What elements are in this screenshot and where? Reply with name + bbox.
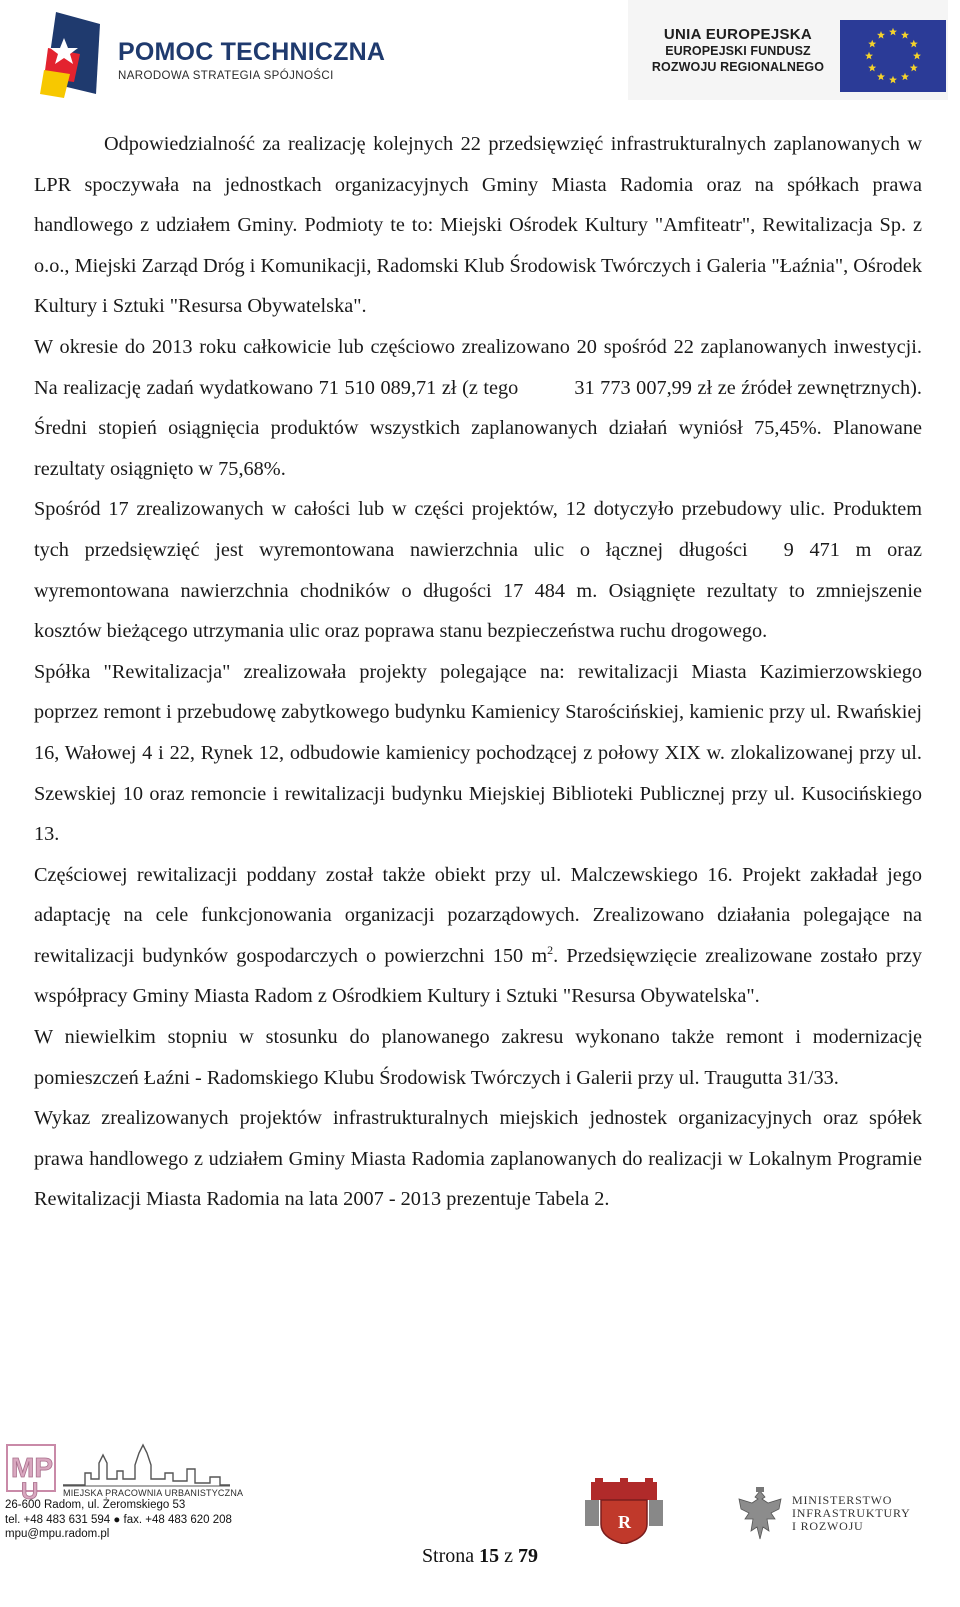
eu-fund-line: ROZWOJU REGIONALNEGO <box>651 60 825 74</box>
paragraph-text: Spośród 17 zrealizowanych w całości lub w części projektów, 12 dotyczyło przebudowy ulic. Produktem tych przedsięwzięć jest wyremontowana nawierzchnia ulic o łącznej długości <box>34 498 922 561</box>
svg-text:R: R <box>618 1512 631 1532</box>
paragraph-text: W okresie do 2013 roku całkowicie lub częściowo zrealizowano 20 spośród 22 zaplanowanych inwestycji. Na realizację zadań wydatkowano 71 510 089,71 zł (z tego <box>34 335 922 399</box>
page-number-prefix: Strona <box>421 1545 475 1567</box>
page-number-total: 79 <box>518 1545 539 1567</box>
mpu-email: mpu@mpu.radom.pl <box>5 1528 110 1540</box>
pomoc-techniczna-subtitle: NARODOWA STRATEGIA SPÓJNOŚCI <box>118 70 334 82</box>
eu-logo-text <box>648 27 828 75</box>
page-number <box>0 1545 960 1568</box>
ministry-eagle-icon <box>735 1487 785 1543</box>
paragraph-text: 31 773 007,99 zł ze źródeł zewnętrznych). Średni stopień osiągnięcia produktów wszystkich zaplanowanych działań wyniósł 75,45%. Planowane rezultaty osiągnięto w 75,68%. <box>34 376 922 480</box>
radom-crest-icon <box>585 1478 663 1544</box>
paragraph: W niewielkim stopniu w stosunku do planowanego zakresu wykonano także remont i modernizację pomieszczeń Łaźni - Radomskiego Klubu Środowisk Twórczych i Galerii przy ul. Traugutta 31/33. <box>34 1026 922 1089</box>
eu-title: UNIA EUROPEJSKA <box>663 26 813 43</box>
paragraph <box>34 327 922 489</box>
paragraph: Wykaz zrealizowanych projektów infrastrukturalnych miejskich jednostek organizacyjnych oraz spółek prawa handlowego z udziałem Gminy Miasta Radomia zaplanowanych do realizacji w Lokalnym Programie Rewitalizacji Miasta Radomia na lata 2007 - 2013 prezentuje Tabela 2. <box>34 1107 922 1211</box>
svg-text:MP: MP <box>11 1452 53 1483</box>
eu-logo <box>628 0 948 100</box>
document-body <box>34 124 922 1220</box>
paragraph-text: Częściowej rewitalizacji poddany został także obiekt przy ul. Malczewskiego 16. Projekt zakładał jego adaptację na cele funkcjonowania organizacji pozarządowych. Zrealizowano działania polegające na rewitalizacji budynków gospodarczych o powierzchni 150 m <box>34 863 922 967</box>
superscript: 2 <box>547 943 554 958</box>
mpu-fax: fax. +48 483 620 208 <box>123 1513 232 1526</box>
ministry-line: INFRASTRUKTURY <box>792 1506 911 1520</box>
pomoc-techniczna-title: POMOC TECHNICZNA <box>118 38 386 66</box>
mpu-phone: tel. +48 483 631 594 <box>5 1513 111 1526</box>
paragraph: Odpowiedzialność za realizację kolejnych 22 przedsięwzięć infrastrukturalnych zaplanowanych w LPR spoczywała na jednostkach organizacyjnych Gminy Miasta Radomia oraz na spółkach prawa handlowego z udziałem Gminy. Podmioty te to: Miejski Ośrodek Kultury "Amfiteatr", Rewitalizacja Sp. z o.o., Miejski Zarząd Dróg i Komunikacji, Radomski Klub Środowisk Twórczych i Galeria "Łaźnia", Ośrodek Kultury i Sztuki "Resursa Obywatelska". <box>34 133 922 318</box>
mpu-address-block <box>5 1498 232 1542</box>
page-number-sep: z <box>504 1545 514 1567</box>
mpu-contact: tel. +48 483 631 594 ● fax. +48 483 620 208 <box>5 1513 232 1526</box>
paragraph <box>34 855 922 1017</box>
eu-fund-line: EUROPEJSKI FUNDUSZ <box>665 44 811 58</box>
mpu-logo <box>5 1443 244 1501</box>
ministry-logo-text <box>792 1494 911 1533</box>
mpu-name: MIEJSKA PRACOWNIA URBANISTYCZNA <box>63 1488 244 1498</box>
ministry-line: I ROZWOJU <box>792 1519 864 1533</box>
svg-text:U: U <box>21 1478 39 1501</box>
page-number-current: 15 <box>479 1545 500 1567</box>
mpu-address: 26-600 Radom, ul. Żeromskiego 53 <box>5 1499 186 1511</box>
paragraph-text: 9 471 m oraz wyremontowana nawierzchnia chodników o długości 17 484 m. Osiągnięte rezultaty to zmniejszenie kosztów bieżącego utrzymania ulic oraz poprawa stanu bezpieczeństwa ruchu drogowego. <box>34 538 922 643</box>
ministry-line: MINISTERSTWO <box>792 1493 893 1507</box>
paragraph: Spółka "Rewitalizacja" zrealizowała projekty polegające na: rewitalizacji Miasta Kazimierzowskiego poprzez remont i przebudowę zabytkowego budynku Kamienicy Starościńskiej, kamienic przy ul. Rwańskiej 16, Wałowej 4 i 22, Rynek 12, odbudowie kamienicy pochodzącej z połowy XIX w. zlokalizowanej przy ul. Szewskiej 10 oraz remoncie i rewitalizacji budynku Miejskiej Biblioteki Publicznej przy ul. Kusocińskiego 13. <box>34 660 922 846</box>
eu-flag-icon <box>840 20 946 92</box>
paragraph <box>34 489 922 651</box>
pomoc-techniczna-emblem-icon <box>40 8 112 100</box>
paragraph-text: . Przedsięwzięcie zrealizowane zostało przy współpracy Gminy Miasta Radom z Ośrodkiem Kultury i Sztuki "Resursa Obywatelska". <box>34 944 922 1008</box>
pomoc-techniczna-logo <box>40 8 386 100</box>
